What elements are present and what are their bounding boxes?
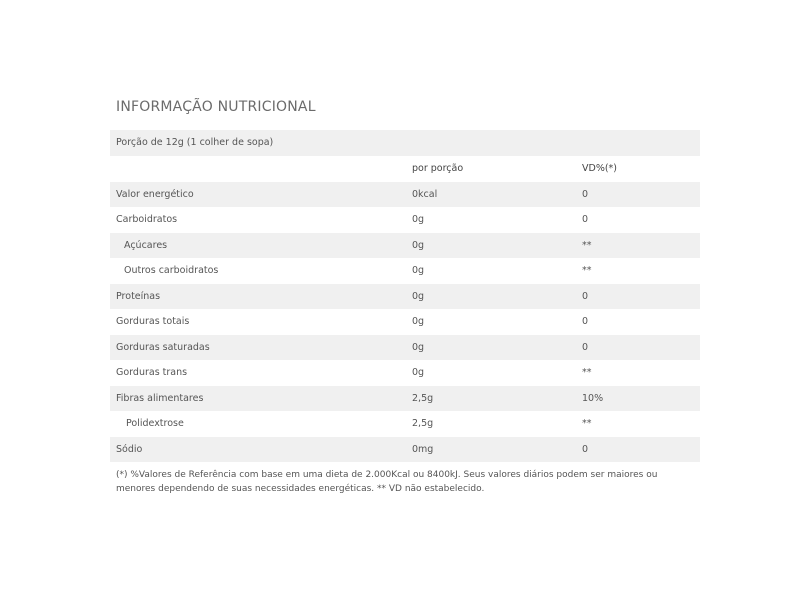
nutrient-vd: ** xyxy=(582,418,592,430)
page-title: INFORMAÇÃO NUTRICIONAL xyxy=(116,99,316,115)
nutrient-amount: 0mg xyxy=(412,437,582,463)
nutrient-vd: 0 xyxy=(582,335,700,361)
nutrient-amount: 2,5g xyxy=(412,386,582,412)
table-row xyxy=(110,258,700,284)
nutrient-name: Sódio xyxy=(110,437,412,463)
nutrient-amount: 0kcal xyxy=(412,182,582,208)
nutrient-name: Gorduras trans xyxy=(116,367,188,379)
table-row xyxy=(110,207,700,233)
table-row xyxy=(110,386,700,412)
nutrient-name: Gorduras saturadas xyxy=(110,335,412,361)
table-row xyxy=(110,233,700,259)
header-empty-cell xyxy=(110,156,412,182)
table-header-row xyxy=(110,156,700,182)
nutrition-panel xyxy=(110,94,700,496)
nutrient-amount: 0g xyxy=(412,335,582,361)
nutrient-name: Valor energético xyxy=(110,182,412,208)
nutrient-name: Carboidratos xyxy=(116,214,178,226)
nutrient-vd: 10% xyxy=(582,386,700,412)
nutrient-name: Gorduras totais xyxy=(116,316,190,328)
table-row xyxy=(110,360,700,386)
nutrient-amount: 0g xyxy=(412,214,425,226)
nutrient-name: Outros carboidratos xyxy=(124,265,219,277)
nutrient-vd: ** xyxy=(582,265,592,277)
nutrient-vd: 0 xyxy=(582,437,700,463)
nutrient-vd: 0 xyxy=(582,182,700,208)
nutrition-table xyxy=(110,156,700,462)
nutrient-vd: 0 xyxy=(582,284,700,310)
column-header-vd: VD%(*) xyxy=(582,163,618,175)
nutrient-name: Açúcares xyxy=(110,233,412,259)
nutrient-amount: 0g xyxy=(412,233,582,259)
nutrient-vd: 0 xyxy=(582,316,589,328)
table-row xyxy=(110,182,700,208)
nutrient-amount: 0g xyxy=(412,265,425,277)
table-row xyxy=(110,411,700,437)
nutrient-vd: 0 xyxy=(582,214,589,226)
footnote: (*) %Valores de Referência com base em uma dieta de 2.000Kcal ou 8400kJ. Seus valores diários podem ser maiores ou menores dependendo de suas necessidades energéticas. ** VD não estabelecido. xyxy=(116,470,658,494)
column-header-per-portion: por porção xyxy=(412,163,464,175)
nutrient-name: Fibras alimentares xyxy=(110,386,412,412)
table-row xyxy=(110,437,700,463)
nutrient-amount: 0g xyxy=(412,316,425,328)
portion-size: Porção de 12g (1 colher de sopa) xyxy=(110,130,700,156)
nutrient-vd: ** xyxy=(582,233,700,259)
nutrient-amount: 0g xyxy=(412,367,425,379)
nutrient-name: Proteínas xyxy=(110,284,412,310)
table-row xyxy=(110,335,700,361)
table-row xyxy=(110,309,700,335)
nutrient-name: Polidextrose xyxy=(126,418,184,430)
table-row xyxy=(110,284,700,310)
nutrient-amount: 0g xyxy=(412,284,582,310)
nutrient-amount: 2,5g xyxy=(412,418,434,430)
nutrient-vd: ** xyxy=(582,367,592,379)
